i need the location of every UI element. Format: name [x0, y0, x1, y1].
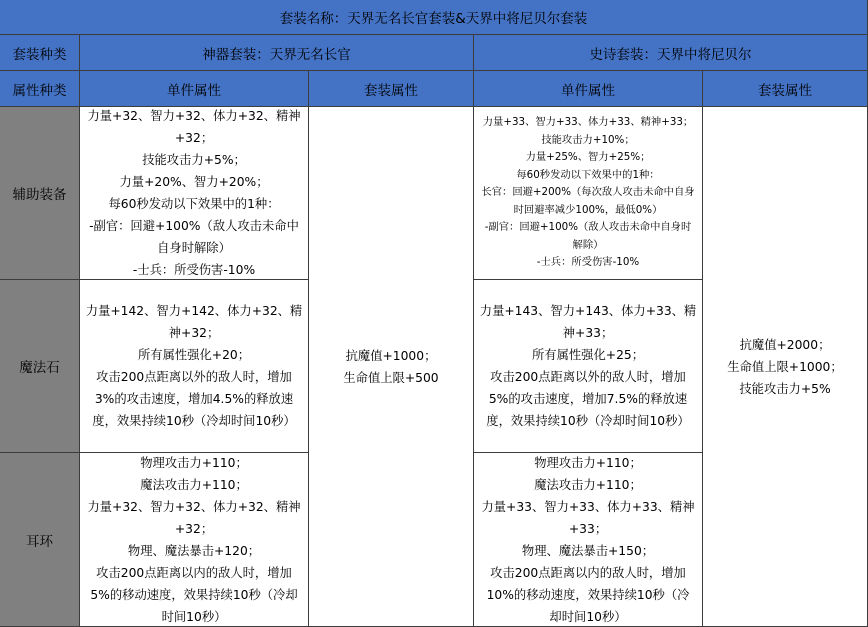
attr-type-header: 属性种类	[0, 71, 80, 107]
attr-line: -副官：回避+100%（敌人攻击未命中	[89, 219, 299, 233]
attr-line: 神+33；	[562, 326, 614, 340]
attr-lines	[86, 300, 302, 432]
attr-line: 时回避率减少100%，最低0%）	[513, 203, 663, 216]
attr-lines	[481, 114, 694, 272]
attr-line: 技能攻击力+5%；	[142, 153, 246, 167]
attr-line: 每60秒发动以下效果中的1种：	[108, 197, 280, 211]
epic-earring-attrs	[474, 453, 703, 627]
attr-line: 每60秒发动以下效果中的1种：	[516, 168, 660, 181]
attr-line: 所有属性强化+20；	[137, 348, 251, 362]
attr-line: 3%的攻击速度，增加4.5%的释放速	[94, 392, 294, 406]
attr-line: -士兵：所受伤害-10%	[132, 263, 256, 277]
attr-line: 魔法攻击力+110；	[140, 477, 248, 492]
attr-line: -士兵：所受伤害-10%	[536, 256, 640, 269]
attr-line: +33；	[568, 521, 608, 536]
attr-line: 攻击200点距离以内的敌人时，增加	[96, 565, 292, 580]
attr-line: 魔法攻击力+110；	[534, 477, 642, 492]
attr-line: 力量+33、智力+33、体力+33、精神	[481, 499, 695, 514]
attr-line: -副官：回避+100%（敌人攻击未命中自身时	[484, 221, 692, 234]
attr-line: 攻击200点距离以内的敌人时，增加	[490, 565, 686, 580]
epic-support-attrs	[474, 107, 703, 280]
row-label-earring: 耳环	[0, 453, 80, 627]
attr-lines	[87, 107, 300, 280]
attr-line: 力量+25%、智力+25%；	[525, 151, 651, 164]
divine-earring-attrs	[80, 453, 309, 627]
attr-line: 攻击200点距离以外的敌人时，增加	[96, 370, 292, 384]
attr-line: 度，效果持续10秒（冷却时间10秒）	[92, 414, 296, 428]
divine-support-attrs	[80, 107, 309, 280]
table-title: 套装名称：天界无名长官套装&天界中将尼贝尔套装	[0, 0, 868, 35]
epic-magicstone-attrs	[474, 280, 703, 453]
set-bonus-lines	[343, 345, 438, 389]
row-label-magic-stone: 魔法石	[0, 280, 80, 453]
attr-lines	[480, 300, 696, 432]
epic-single-attr-header: 单件属性	[474, 71, 703, 107]
divine-magicstone-attrs	[80, 280, 309, 453]
attr-line: +32；	[174, 521, 214, 536]
epic-set-bonus	[703, 107, 868, 627]
attr-line: 抗魔值+2000；	[739, 337, 831, 352]
attr-line: 物理、魔法暴击+120；	[127, 543, 261, 558]
divine-single-attr-header: 单件属性	[80, 71, 309, 107]
attr-line: 攻击200点距离以外的敌人时，增加	[490, 370, 686, 384]
divine-set-bonus	[309, 107, 474, 627]
attr-line: 技能攻击力+10%；	[541, 133, 635, 146]
set-bonus-lines	[727, 334, 842, 400]
attr-lines	[87, 453, 300, 627]
attr-lines	[481, 453, 694, 627]
attr-line: +32；	[174, 131, 214, 145]
attr-line: 所有属性强化+25；	[531, 348, 645, 362]
attr-line: 物理攻击力+110；	[534, 455, 642, 470]
attr-line: 解除）	[572, 238, 604, 251]
attr-line: 力量+143、智力+143、体力+33、精	[479, 304, 697, 318]
attr-line: 物理攻击力+110；	[140, 455, 248, 470]
divine-set-attr-header: 套装属性	[309, 71, 474, 107]
attr-line: 时间10秒）	[161, 609, 227, 624]
attr-line: 5%的移动速度，效果持续10秒（冷却	[90, 587, 298, 602]
attr-line: 力量+32、智力+32、体力+32、精神	[87, 499, 301, 514]
attr-line: 生命值上限+500	[343, 370, 439, 385]
epic-set-attr-header: 套装属性	[703, 71, 868, 107]
set-type-header: 套装种类	[0, 35, 80, 71]
epic-set-name: 史诗套装：天界中将尼贝尔	[474, 35, 868, 71]
attr-line: 力量+33、智力+33、体力+33、精神+33；	[482, 116, 694, 129]
row-label-support-equipment: 辅助装备	[0, 107, 80, 280]
attr-line: 10%的移动速度，效果持续10秒（冷	[486, 587, 690, 602]
attr-line: 生命值上限+1000；	[727, 359, 843, 374]
attr-line: 长官：回避+200%（每次敌人攻击未命中自身	[481, 186, 695, 199]
attr-line: 神+32；	[168, 326, 220, 340]
attr-line: 度，效果持续10秒（冷却时间10秒）	[486, 414, 690, 428]
divine-set-name: 神器套装：天界无名长官	[80, 35, 474, 71]
attr-line: 抗魔值+1000；	[345, 348, 437, 363]
attr-line: 力量+20%、智力+20%；	[119, 175, 269, 189]
attr-line: 5%的攻击速度，增加7.5%的释放速	[488, 392, 688, 406]
attr-line: 力量+32、智力+32、体力+32、精神	[87, 109, 301, 123]
attr-line: 力量+142、智力+142、体力+32、精	[85, 304, 303, 318]
attr-line: 自身时解除）	[157, 241, 231, 255]
attr-line: 物理、魔法暴击+150；	[521, 543, 655, 558]
attr-line: 却时间10秒）	[549, 609, 627, 624]
attr-line: 技能攻击力+5%	[739, 381, 831, 396]
